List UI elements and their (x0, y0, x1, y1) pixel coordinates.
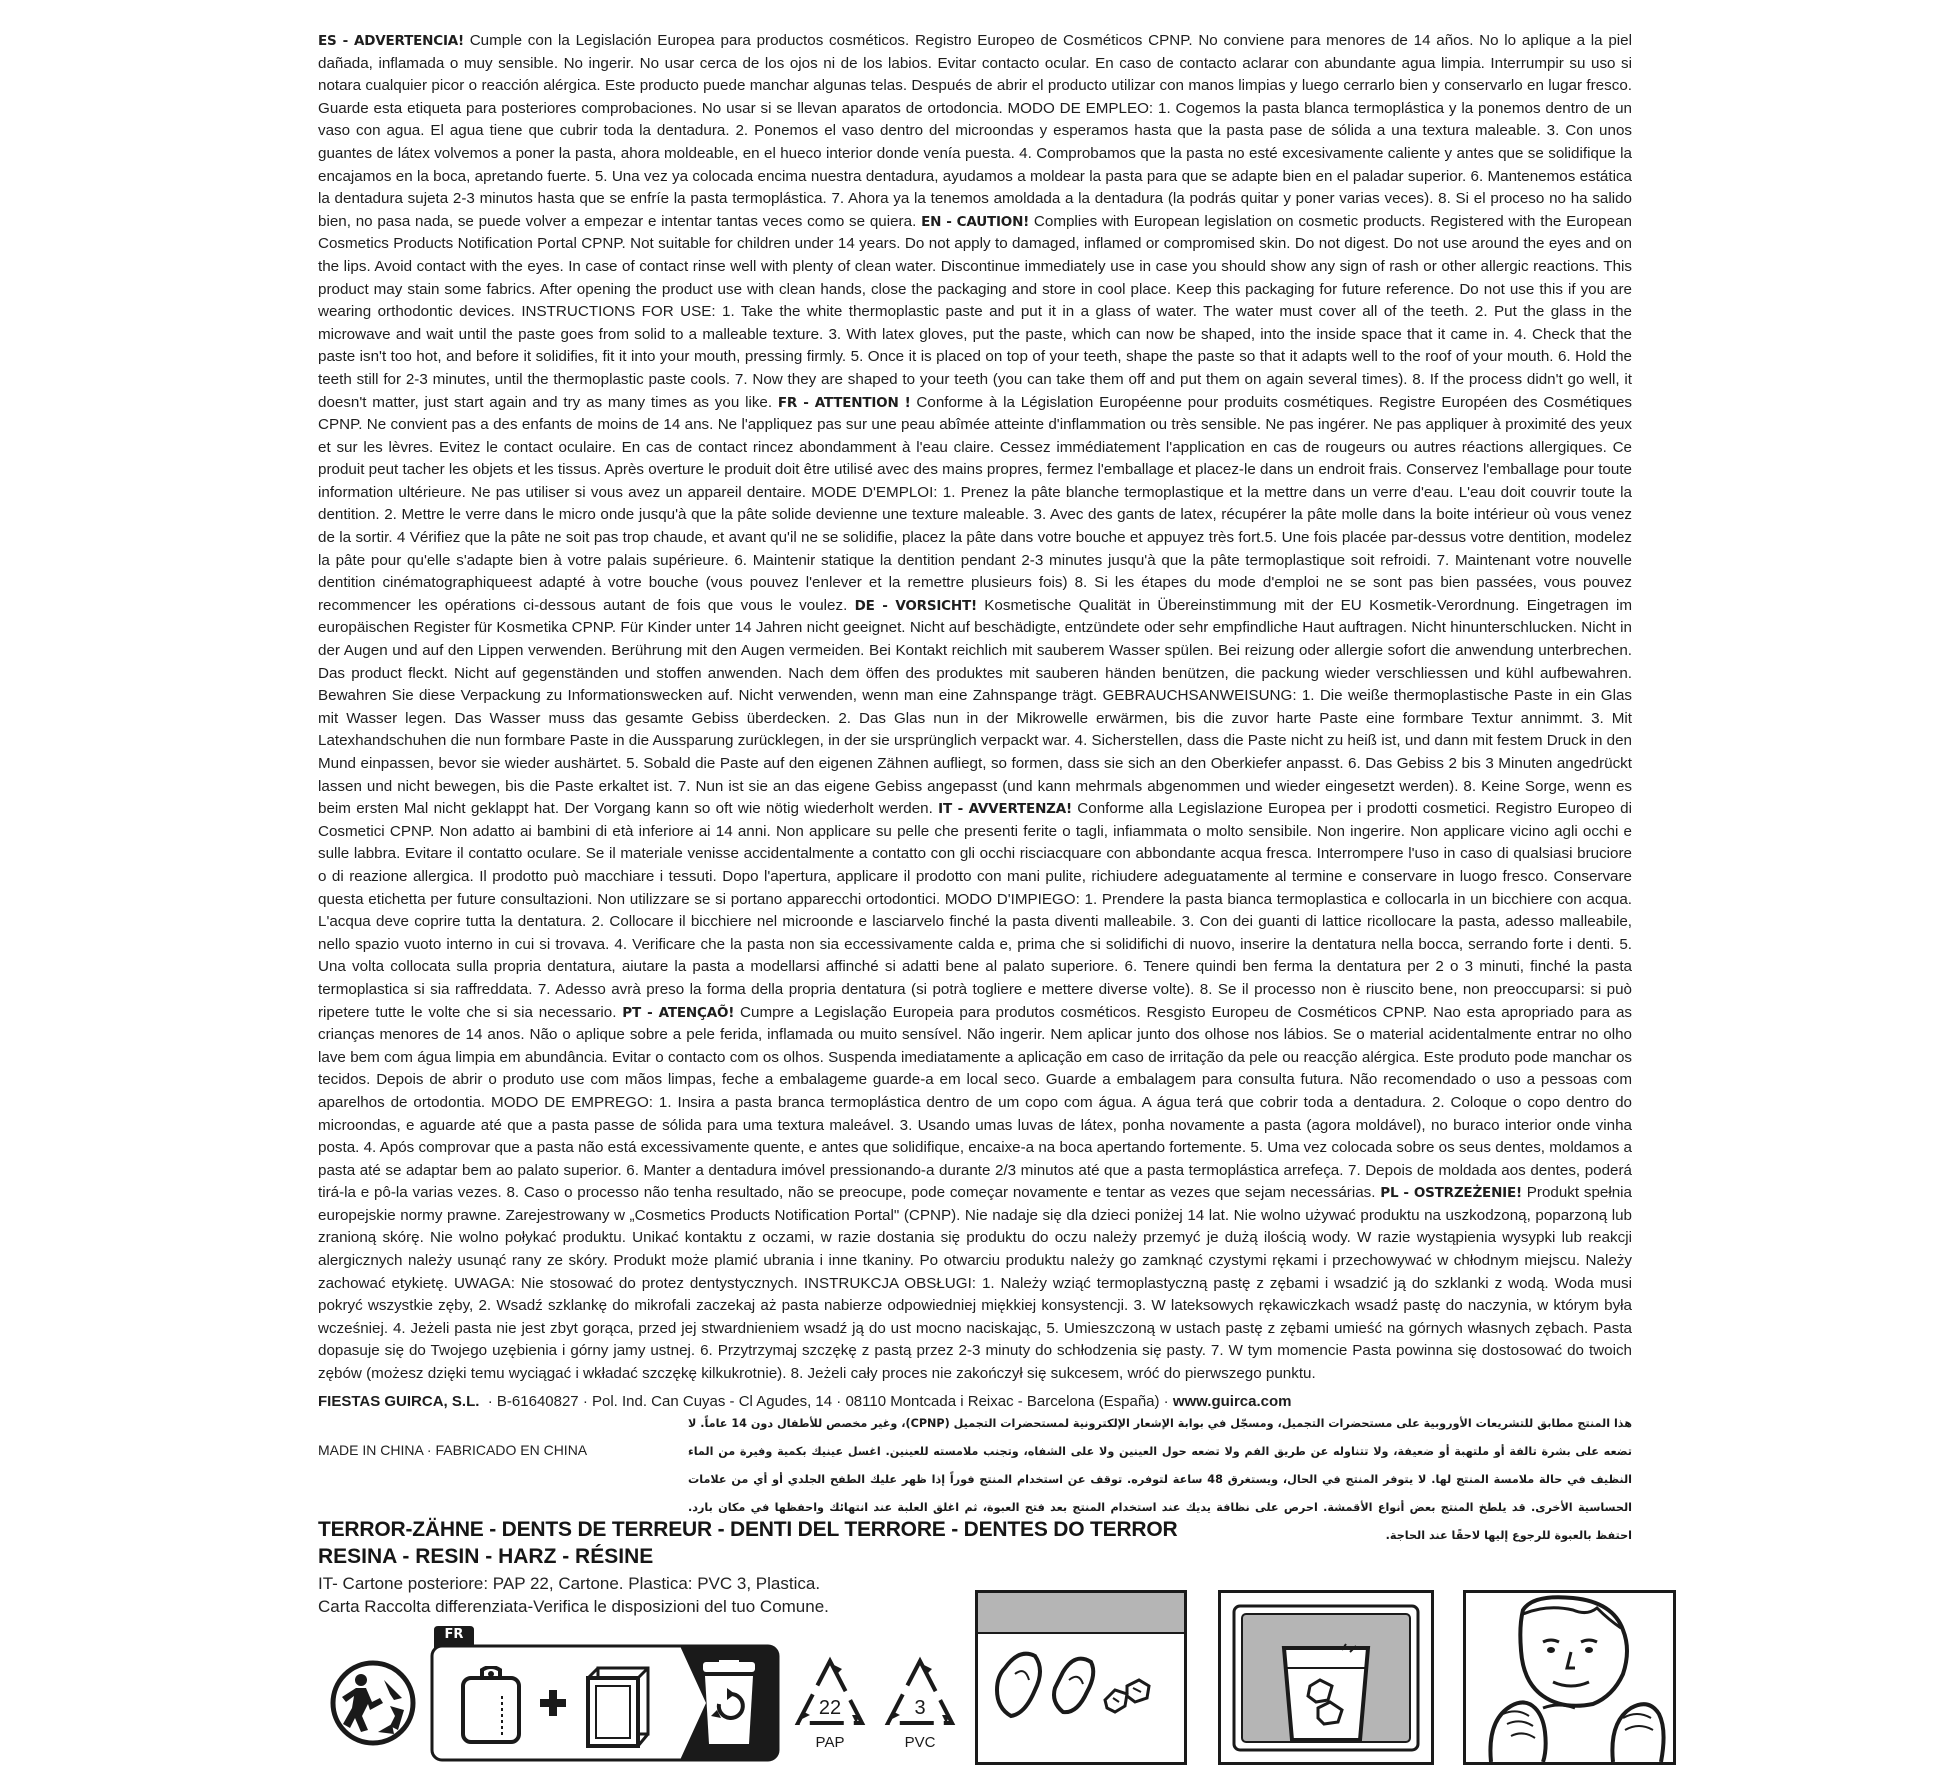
material-title: RESINA - RESIN - HARZ - RÉSINE (318, 1545, 654, 1568)
de-body: Kosmetische Qualität in Übereinstimmung mit der EU Kosmetik-Verordnung. Eingetragen im europäischen Register für Kosmetika CPNP. Für Kinder unter 14 Jahren nicht geeignet. Nicht auf beschädigte, entzündete oder sehr empfindliche Haut auftragen. Nicht hinunterschlucken. Nicht in der Augen und auf den Lippen verwenden. Berührung mit den Augen vermeiden. Bei Kontakt reichlich mit sauberem Wasser spülen. Bei reizung oder allergie sofort die anwendung unterbrechen. Das product fleckt. Nicht auf gegenständen und stoffen anwenden. Nach dem öffen des produktes mit sauberen händen benützen, die packung wieder verschliessen und kühl aufbewahren. Bewahren Sie diese Verpackung zu Informationswecken auf. Nicht verwenden, wenn man eine Zahnspange trägt. GEBRAUCHSANWEISUNG: 1. Die weiße thermoplastische Paste in ein Glas mit Wasser legen. Das Wasser muss das gesamte Gebiss überdecken. 2. Das Glas nun in der Mikrowelle erwärmen, bis die zuvor harte Paste eine formbare Textur annimmt. 3. Mit Latexhandschuhen die nun formbare Paste in die Aussparung zurücklegen, in der sie ursprünglich verpackt war. 4. Sicherstellen, dass die Paste nicht zu heiß ist, und dann mit festem Druck in den Mund einpassen, bevor sie wieder aushärtet. 5. Sobald die Paste auf den eigenen Zähnen aufliegt, so formen, dass sie sich an den Oberkiefer anpasst. 6. Das Gebiss 2 bis 3 Minuten angedrückt lassen und nicht bewegen, bis die Paste erkaltet ist. 7. Nun ist sie an das eigene Gebiss angepasst (und kann mehrmals abgenommen und wieder eingesetzt werden). 8. Keine Sorge, wenn es beim ersten Mal nicht geklappt hat. Der Vorgang kann so oft wie nötig wiederholt werden. (318, 596, 1632, 818)
fr-body: Conforme à la Législation Européenne pour produits cosmétiques. Registre Européen des Cosmétiques CPNP. Ne convient pas a des enfants de moins de 14 ans. Ne l'appliquez pas sur une peau abîmée atteinte d'inflammation ou très sensible. Ne pas ingérer. Ne pas appliquer à proximité des yeux et sur les lèvres. Evitez le contact oculaire. En cas de contact rincez abondamment à l'eau claire. Cessez immédiatement l'application en cas de rougeurs ou autres réactions allergiques. Ce produit peut tacher les objets et les tissus. Après overture le produit doit être utilisé avec des mains propres, fermez l'emballage et placez-le dans un endroit frais. Conservez l'emballage pour toute information ultérieure. Ne pas utiliser si vous avez un appareil dentaire. MODE D'EMPLOI: 1. Prenez la pâte blanche termoplastique et la mettre dans un verre d'eau. L'eau doit couvrir toute la dentition. 2. Mettre le verre dans le micro onde jusqu'à que la pâte solide devienne une texture maleable. 3. Avec des gants de latex, récupérer la pâte molle dans la boite intérieur où vous venez de la sortir. 4 Vérifiez que la pâte ne soit pas trop chaude, et avant qu'il ne se solidifie, placez la pâte dans votre bouche et appuyez très fort.5. Une fois placée par-dessus votre dentition, modelez la pâte pour qu'elle s'adapte bien à votre palais supérieure. 6. Maintenir statique la dentition pendant 2-3 minutes jusqu'à que la pâte termoplastique soit refroidi. 7. Maintenant votre nouvelle dentition cinématographiqueest adapté à votre bouche (vous pouvez l'enlever et la remettre plusieurs fois) 8. Si les étapes du mode d'emploi ne se sont pas bien passées, vous pouvez recommencer les opérations ci-dessous autant de fois que vous le voulez. (318, 393, 1632, 614)
pap-number: 22 (818, 1697, 842, 1719)
plus-icon (538, 1688, 568, 1718)
it-recycling-line1: IT- Cartone posteriore: PAP 22, Cartone. Plastica: PVC 3, Plastica. (318, 1574, 821, 1593)
made-in-label: MADE IN CHINA · FABRICADO EN CHINA (318, 1442, 588, 1458)
pap-label: PAP (815, 1734, 845, 1751)
arabic-warning: هذا المنتج مطابق للتشريعات الأوروبية على مستحضرات التجميل، ومسجّل في بوابة الإشعار الإلكترونية لمستحضرات التجميل (CPNP)، وغير مخصص للأطفال دون 14 عاماً. لا تضعه على بشرة تالفة أو ملتهبة أو ضعيفة، ولا تتناوله عن طريق الفم ولا تضعه حول العينين ولا على الشفاه، وتجنب ملامسته للعينين. اغسل عينيك بكمية وفيرة من الماء النظيف في حالة ملامسة المنتج لها. لا يتوفر المنتج في الحال، ويستغرق 48 ساعة لتوفره. توقف عن استخدام المنتج فوراً إذا ظهر عليك الطفح الجلدي أو أي من علامات الحساسية الأخرى. قد يلطخ المنتج بعض أنواع الأقمشة. احرص على نظافة يديك عند استخدام المنتج بعد فتح العبوة، ثم اغلق العلبة عند انتهائك واحفظها في مكان بارد. احتفظ بالعبوة للرجوع إليها لاحقًا عند الحاجة. (688, 1417, 1633, 1542)
pvc-label: PVC (904, 1734, 936, 1751)
warnings-text (318, 30, 1632, 1386)
it-body: Conforme alla Legislazione Europea per i prodotti cosmetici. Registro Europeo di Cosmetici CPNP. Non adatto ai bambini di età inferiore ai 14 anni. Non applicare su pelle che presenti ferite o tagli, infiammata o molto sensibile. Non ingerire. Non applicare vicino agli occhi e sulle labbra. Evitare il contatto oculare. Se il materiale venisse accidentalmente a contatto con gli occhi risciacquare con abbondante acqua fresca. Interrompere l'uso in caso di qualsiasi bruciore o di reazione allergica. Il prodotto può macchiare i tessuti. Dopo l'apertura, applicare il prodotto con mani pulite, richiudere adeguatamente al termine e conservare in luogo fresco. Conservare questa etichetta per future consultazioni. Non utilizzare se si portano apparecchi ortodontici. MODO D'IMPIEGO: 1. Prendere la pasta bianca termoplastica e collocarla in un bicchiere con acqua. L'acqua deve coprire tutta la dentatura. 2. Collocare il bicchiere nel microonde e lasciarvelo finché la pasta diventi malleabile. 3. Con dei guanti di lattice ricollocare la pasta, adesso malleabile, nello spazio vuoto interno in cui si trovava. 4. Verificare che la pasta non sia eccessivamente calda e, prima che si solidifichi di nuovo, inserire la dentatura nella bocca, serrando forte i denti. 5. Una volta collocata sulla propria dentatura, aiutare la pasta a modellarsi affinché si adatti bene al palato superiore. 6. Tenere quindi ben ferma la dentatura per 2 o 3 minuti, finché la pasta termoplastica si sia raffreddata. 7. Adesso avrà preso la forma della propria dentatura (si potrà togliere e mettere diverse volte). 8. Se il processo non è riuscito bene, non preoccuparsi: si può ripetere tutte le volte che si sia necessario. (318, 800, 1632, 1021)
en-body: Complies with European legislation on cosmetic products. Registered with the European Cosmetics Products Notification Portal CPNP. Not suitable for children under 14 years. Do not apply to damaged, inflamed or compromised skin. Do not digest. Do not use around the eyes and on the lips. Avoid contact with the eyes. In case of contact rinse well with plenty of clean water. Discontinue immediately use in case you should show any sign of rash or other allergic reactions. This product may stain some fabrics. After opening the product use with clean hands, close the packaging and store in cool place. Keep this packaging for future reference. Do not use this if you are wearing orthodontic devices. INSTRUCTIONS FOR USE: 1. Take the white thermoplastic paste and put it in a glass of water. The water must cover all of the teeth. 2. Put the glass in the microwave and wait until the paste goes from solid to a malleable texture. 3. With latex gloves, put the paste, which can now be shaped, into the inside space that it came in. 4. Check that the paste isn't too hot, and before it solidifies, fit it into your mouth, pressing firmly. 5. Once it is placed on top of your teeth, shape the paste so that it adapts well to the roof of your mouth. 6. Hold the teeth still for 2-3 minutes, until the thermoplastic paste cools. 7. Now they are shaped to your teeth (you can take them off and put them on again several times). 8. If the process didn't go well, it doesn't matter, just start again and try as many times as you like. (318, 212, 1632, 411)
person-fitting-teeth-icon (1463, 1590, 1676, 1765)
pvc-recycling-icon (880, 1655, 960, 1735)
pap-recycling-icon (790, 1655, 870, 1735)
es-heading: ES - ADVERTENCIA! (318, 33, 464, 49)
company-line (318, 1393, 1291, 1410)
pt-body: Cumpre a Legislação Europeia para produtos cosméticos. Resgisto Europeu de Cosméticos CPNP. Nao esta apropriado para as crianças menores de 14 anos. Não o aplique sobre a pele ferida, inflamada ou muito sensível. Não ingerir. Nem aplicar junto dos olhose nos lábios. Se o material acidentalmente entrar no olho lave bem com água limpia em abundância. Evitar o contacto com os olhos. Suspenda imediatamente a aplicação em caso de irritação da pele ou reacção alérgica. Este produto pode manchar os tecidos. Depois de abrir o produto use com mãos limpas, feche a embalageme guarde-a em local seco. Guarde a embalagem para consulta futura. Não recomendado o uso a pessoas com aparelhos de ortodontia. MODO DE EMPREGO: 1. Insira a pasta branca termoplástica dentro de um copo com água. A água terá que cobrir toda a dentadura. 2. Coloque o copo dentro do microondas, e aguarde até que a pasta passe de sólida para uma textura maleável. 3. Usando umas luvas de látex, ponha novamente a pasta (agora moldável), no buraco interior onde vinha posta. 4. Após comprovar que a pasta não está excessivamente quente, e antes que solidifique, encaixe-a na boca apertando fortemente. 5. Uma vez colocada sobre os seus dentes, moldamos a pasta até se adaptar bem ao palato superior. 6. Manter a dentadura imóvel pressionando-a durante 2/3 minutos até que a pasta termoplástica arrefeça. 7. Depois de moldada aos dentes, poderá tirá-la e pô-la varias vezes. 8. Caso o processo não tenha resultado, não se preocupe, pode começar novamente e tentar as vezes que sejam necessárias. (318, 1003, 1632, 1202)
pl-heading: PL - OSTRZEŻENIE! (1380, 1185, 1522, 1202)
es-body: Cumple con la Legislación Europea para productos cosméticos. Registro Europeo de Cosméticos CPNP. No conviene para menores de 14 años. No lo aplique a la piel dañada, inflamada o muy sensible. No ingerir. No usar cerca de los ojos ni de los labios. Evitar contacto ocular. En caso de contacto aclarar con abundante agua limpia. Interrumpir su uso si notara cualquier picor o reacción alérgica. Este producto puede manchar algunas telas. Después de abrir el producto utilizar con manos limpias y luego cerrarlo bien y conservarlo en lugar fresco. Guarde esta etiqueta para posteriores comprobaciones. No usar si se llevan aparatos de ortodoncia. MODO DE EMPLEO: 1. Cogemos la pasta blanca termoplástica y la ponemos dentro de un vaso con agua. El agua tiene que cubrir toda la dentadura. 2. Ponemos el vaso dentro del microondas y esperamos hasta que la pasta pase de sólida a una textura maleable. 3. Con unos guantes de látex volvemos a poner la pasta, ahora moldeable, en el hueco interior donde venía puesta. 4. Comprobamos que la pasta no esté excesivamente caliente y antes que se solidifique la encajamos en la boca, apretando fuerte. 5. Una vez ya colocada encima nuestra dentadura, ayudamos a moldear la pasta para que se adapte bien en el paladar superior. 6. Mantenemos estática la dentadura sujeta 2-3 minutos hasta que se enfríe la pasta termoplástica. 7. Ahora ya la tenemos amoldada a la dentadura (la podrás quitar y poner varias veces). 8. Si el proceso no ha salido bien, no pasa nada, se puede volver a empezar e intentar tantas veces como se quiera. (318, 32, 1632, 230)
company-name: FIESTAS GUIRCA, S.L. (318, 1393, 480, 1410)
glass-in-microwave-icon (1218, 1590, 1434, 1765)
pvc-number: 3 (914, 1697, 926, 1719)
it-heading: IT - AVVERTENZA! (938, 801, 1072, 818)
pt-heading: PT - ATENÇAÕ! (622, 1004, 735, 1021)
teeth-in-tray-icon (975, 1590, 1187, 1765)
pl-body: Produkt spełnia europejskie normy prawne. Zarejestrowany w „Cosmetics Products Notification Portal" (CPNP). Nie nadaje się dla dzieci poniżej 14 lat. Nie wolno używać produktu na uszkodzoną, poparzoną lub zranioną skórę. Nie wolno połykać produktu. Unikać kontaktu z oczami, w razie dostania się produktu do oczu należy przemyć je dużą ilością wody. W razie wystąpienia wysypki lub reakcji alergicznych należy usunąć rany ze skóry. Produkt może plamić ubrania i inne tkaniny. Po otwarciu produktu należy go zamknąć czystymi rękami i przechowywać w chłodnym miejscu. Należy zachować etykietę. UWAGA: Nie stosować do protez dentystycznych. INSTRUKCJA OBSŁUGI: 1. Należy wziąć termoplastyczną pastę z zębami i wsadzić ją do szklanki z wodą. Woda musi pokryć wszystkie zęby, 2. Wsadź szklankę do mikrofali zaczekaj aż pasta nabierze odpowiedniej miękkiej konsystencji. 3. W lateksowych rękawiczkach wsadź pastę do naczynia, w którym była wcześniej. 4. Jeżeli pasta nie jest zbyt gorąca, przed jej stwardnieniem wsadź ją do ust mocno naciskając, 5. Umieszczoną w ustach pastę z zębami umieść na górnych własnych zębach. Pasta dopasuje się do Twojego uzębienia i górny jamy ustnej. 6. Przytrzymaj szczękę z pastą przez 2-3 minuty do schłodzenia się pasty. 7. W tym momencie Pasta powinna się dostosować do twoich zębów (możesz dzięki temu wyciągać i wkładać szczękę kilkukrotnie). 8. Jeżeli cały proces nie zakończył się sukcesem, wróć do pierwszego punktu. (318, 1184, 1633, 1383)
recycle-bin-icon (697, 1660, 761, 1748)
product-title: TERROR-ZÄHNE - DENTS DE TERREUR - DENTI DEL TERRORE - DENTES DO TERROR (318, 1518, 1178, 1541)
fr-badge: FR (444, 1627, 464, 1642)
en-heading: EN - CAUTION! (921, 213, 1030, 230)
company-address: · B-61640827 · Pol. Ind. Can Cuyas - Cl Agudes, 14 · 08110 Montcada i Reixac - Barcelona (España) · (487, 1393, 1169, 1410)
fr-heading: FR - ATTENTION ! (777, 394, 911, 411)
de-heading: DE - VORSICHT! (854, 597, 977, 614)
triman-icon (328, 1658, 418, 1748)
company-website: www.guirca.com (1172, 1393, 1292, 1410)
container-box-icon (460, 1666, 522, 1746)
blister-icon (584, 1664, 652, 1750)
it-recycling-line2: Carta Raccolta differenziata-Verifica le disposizioni del tuo Comune. (318, 1597, 829, 1616)
